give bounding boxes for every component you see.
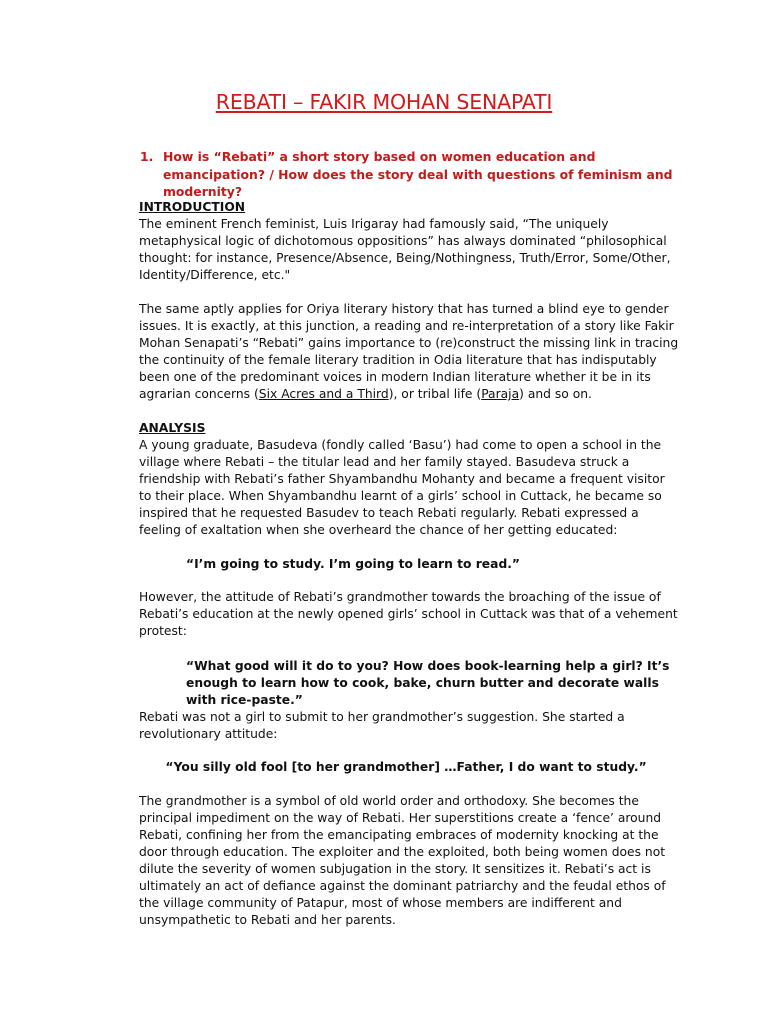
introduction-section	[139, 199, 679, 284]
paragraph-text: ) and so on.	[519, 387, 592, 401]
question-1	[140, 148, 675, 201]
question-text: How is “Rebati” a short story based on women education and emancipation? / How does the story deal with questions of feminism and modernity?	[163, 149, 673, 199]
paragraph-text: The same aptly applies for Oriya literary history that has turned a blind eye to gender issues. It is exactly, at this junction, a reading and re-interpretation of a story like Fakir Mohan Senapati’s “Rebati” gains importance to (re)construct the missing link in tracing the continuity of the female literary tradition in Odia literature that has indisputably been one of the predominant voices in modern Indian literature whether it be in its agrarian concerns (	[139, 302, 679, 401]
quote-rebati: “You silly old fool [to her grandmother] …Father, I do want to study.”	[165, 760, 647, 774]
analysis-paragraph-2: However, the attitude of Rebati’s grandmother towards the broaching of the issue of Rebati’s education at the newly opened girls’ school in Cuttack was that of a vehement protest:	[139, 590, 678, 638]
introduction-heading: INTRODUCTION	[139, 200, 246, 214]
introduction-paragraph-2	[139, 301, 679, 403]
book-link-six-acres: Six Acres and a Third	[258, 387, 389, 401]
analysis-paragraph-3: Rebati was not a girl to submit to her grandmother’s suggestion. She started a revolutionary attitude:	[139, 710, 625, 741]
document-title: REBATI – FAKIR MOHAN SENAPATI	[215, 90, 553, 114]
book-link-paraja: Paraja	[481, 387, 520, 401]
quote-study: “I’m going to study. I’m going to learn to read.”	[186, 557, 520, 571]
question-number: 1.	[140, 149, 154, 164]
introduction-paragraph-1: The eminent French feminist, Luis Irigaray had famously said, “The uniquely metaphysical logic of dichotomous oppositions” has always dominated “philosophical thought: for instance, Presence/Absence, Being/Nothingness, Truth/Error, Some/Other, Identity/Difference, etc."	[139, 217, 671, 282]
analysis-heading: ANALYSIS	[139, 421, 206, 435]
analysis-section	[139, 420, 679, 539]
paragraph-text: ), or tribal life (	[388, 387, 482, 401]
quote-grandmother: “What good will it do to you? How does book-learning help a girl? It’s enough to learn how to cook, bake, churn butter and decorate walls with rice-paste.”	[186, 659, 670, 707]
analysis-paragraph-1: A young graduate, Basudeva (fondly called ‘Basu’) had come to open a school in the village where Rebati – the titular lead and her family stayed. Basudeva struck a friendship with Rebati’s father Shyambandhu Mohanty and became a frequent visitor to their place. When Shyambandhu learnt of a girls’ school in Cuttack, he became so inspired that he requested Basudev to teach Rebati regularly. Rebati expressed a feeling of exaltation when she overheard the chance of her getting educated:	[139, 438, 665, 537]
analysis-paragraph-4: The grandmother is a symbol of old world order and orthodoxy. She becomes the principal impediment on the way of Rebati. Her superstitions create a ‘fence’ around Rebati, confining her from the emancipating embraces of modernity knocking at the door through education. The exploiter and the exploited, both being women does not dilute the severity of women subjugation in the story. It sensitizes it. Rebati’s act is ultimately an act of defiance against the dominant patriarchy and the feudal ethos of the village community of Patapur, most of whose members are indifferent and unsympathetic to Rebati and her parents.	[139, 794, 666, 927]
